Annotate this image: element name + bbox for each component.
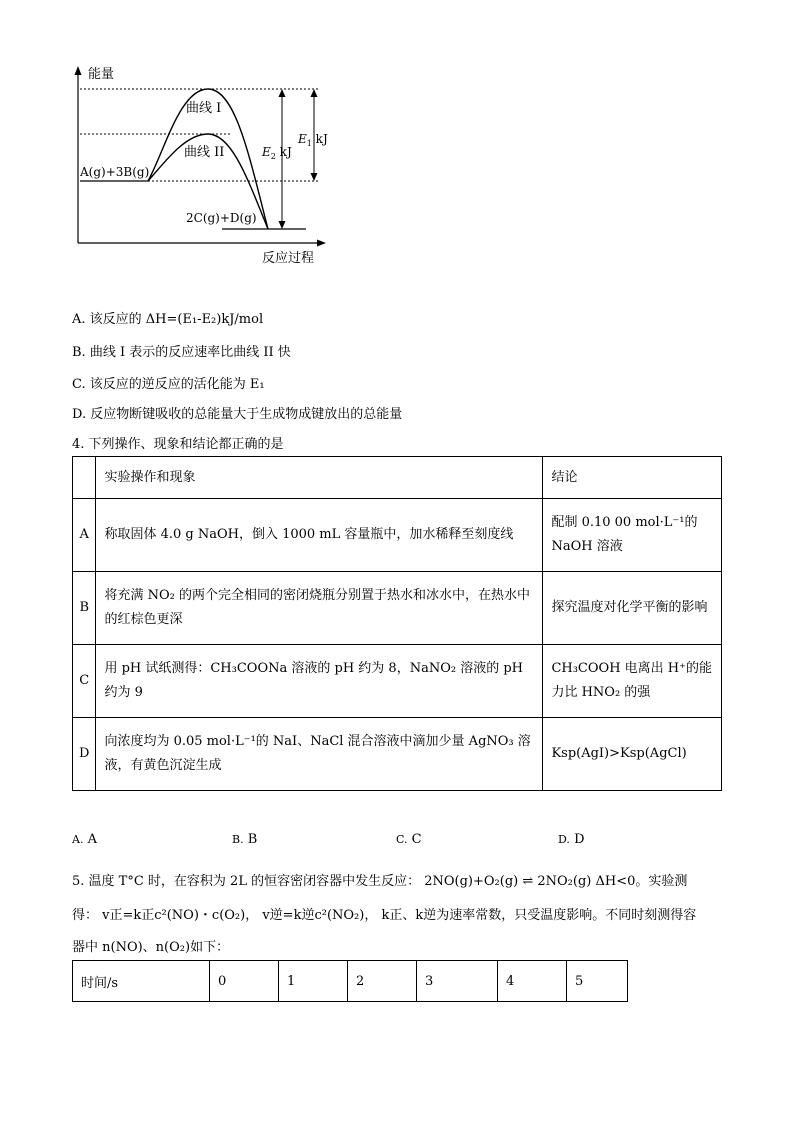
option-d: D. 反应物断键吸收的总能量大于生成物成键放出的总能量: [72, 407, 403, 422]
products-label: 2C(g)+D(g): [186, 211, 257, 225]
row-operation: 将充满 NO₂ 的两个完全相同的密闭烧瓶分别置于热水和冰水中，在热水中的红棕色更深: [96, 572, 543, 645]
time-cell: 2: [348, 961, 417, 1002]
row-operation: 称取固体 4.0 g NaOH，倒入 1000 mL 容量瓶中，加水稀释至刻度线: [96, 499, 543, 572]
option-a: A. 该反应的 ΔH=(E₁-E₂)kJ/mol: [72, 312, 264, 327]
choice-c: C. C: [396, 832, 422, 847]
energy-diagram: [0, 0, 794, 280]
option-b: B. 曲线 I 表示的反应速率比曲线 II 快: [72, 345, 291, 360]
table-row: D 向浓度均为 0.05 mol·L⁻¹的 NaI、NaCl 混合溶液中滴加少量 AgNO₃ 溶液，有黄色沉淀生成 Ksp(AgI)>Ksp(AgCl): [73, 718, 722, 791]
reactants-label: A(g)+3B(g): [80, 165, 150, 179]
question-4-stem: 4. 下列操作、现象和结论都正确的是: [72, 437, 284, 452]
table-row: C 用 pH 试纸测得：CH₃COONa 溶液的 pH 约为 8，NaNO₂ 溶液的 pH 约为 9 CH₃COOH 电离出 H⁺的能力比 HNO₂ 的强: [73, 645, 722, 718]
y-axis-label: 能量: [88, 67, 115, 82]
curve-2-label: 曲线 II: [184, 145, 225, 160]
curve-1-label: 曲线 I: [186, 101, 222, 116]
table-row: A 称取固体 4.0 g NaOH，倒入 1000 mL 容量瓶中，加水稀释至刻度线 配制 0.10 00 mol·L⁻¹的 NaOH 溶液: [73, 499, 722, 572]
question-5-line-3: 器中 n(NO)、n(O₂)如下：: [72, 940, 230, 955]
row-conclusion: CH₃COOH 电离出 H⁺的能力比 HNO₂ 的强: [543, 645, 722, 718]
time-cell: 5: [567, 961, 628, 1002]
header-conclusion: 结论: [543, 457, 722, 499]
table-header-row: [73, 457, 722, 499]
option-c: C. 该反应的逆反应的活化能为 E₁: [72, 377, 265, 392]
row-conclusion: 配制 0.10 00 mol·L⁻¹的 NaOH 溶液: [543, 499, 722, 572]
time-table: [72, 960, 628, 1002]
experiment-table: [72, 456, 722, 791]
question-5-line-1: 5. 温度 T°C 时，在容积为 2L 的恒容密闭容器中发生反应： 2NO(g)+O₂(g) ⇌ 2NO₂(g) ΔH<0。实验测: [72, 874, 688, 889]
time-cell: 1: [279, 961, 348, 1002]
question-5-line-2: 得： v正=k正c²(NO)・c(O₂)， v逆=k逆c²(NO₂)， k正、k逆为速率常数，只受温度影响。不同时刻测得容: [72, 908, 697, 923]
choice-b: B. B: [232, 832, 258, 847]
table-row: B 将充满 NO₂ 的两个完全相同的密闭烧瓶分别置于热水和冰水中，在热水中的红棕色更深 探究温度对化学平衡的影响: [73, 572, 722, 645]
row-operation: 向浓度均为 0.05 mol·L⁻¹的 NaI、NaCl 混合溶液中滴加少量 AgNO₃ 溶液，有黄色沉淀生成: [96, 718, 543, 791]
time-cell: 0: [210, 961, 279, 1002]
choice-a: A. A: [72, 832, 97, 847]
time-header: 时间/s: [73, 961, 210, 1002]
header-operation: 实验操作和现象: [96, 457, 543, 499]
table-row: [73, 961, 628, 1002]
time-cell: 4: [498, 961, 567, 1002]
row-operation: 用 pH 试纸测得：CH₃COONa 溶液的 pH 约为 8，NaNO₂ 溶液的 pH 约为 9: [96, 645, 543, 718]
time-cell: 3: [417, 961, 498, 1002]
choice-d: D. D: [558, 832, 585, 847]
e1-label: $E_1$ kJ: [298, 132, 328, 148]
x-axis-label: 反应过程: [262, 251, 315, 266]
row-conclusion: Ksp(AgI)>Ksp(AgCl): [543, 718, 722, 791]
row-conclusion: 探究温度对化学平衡的影响: [543, 572, 722, 645]
e2-label: $E_2$ kJ: [262, 145, 292, 161]
e2-arrow: [279, 89, 286, 229]
